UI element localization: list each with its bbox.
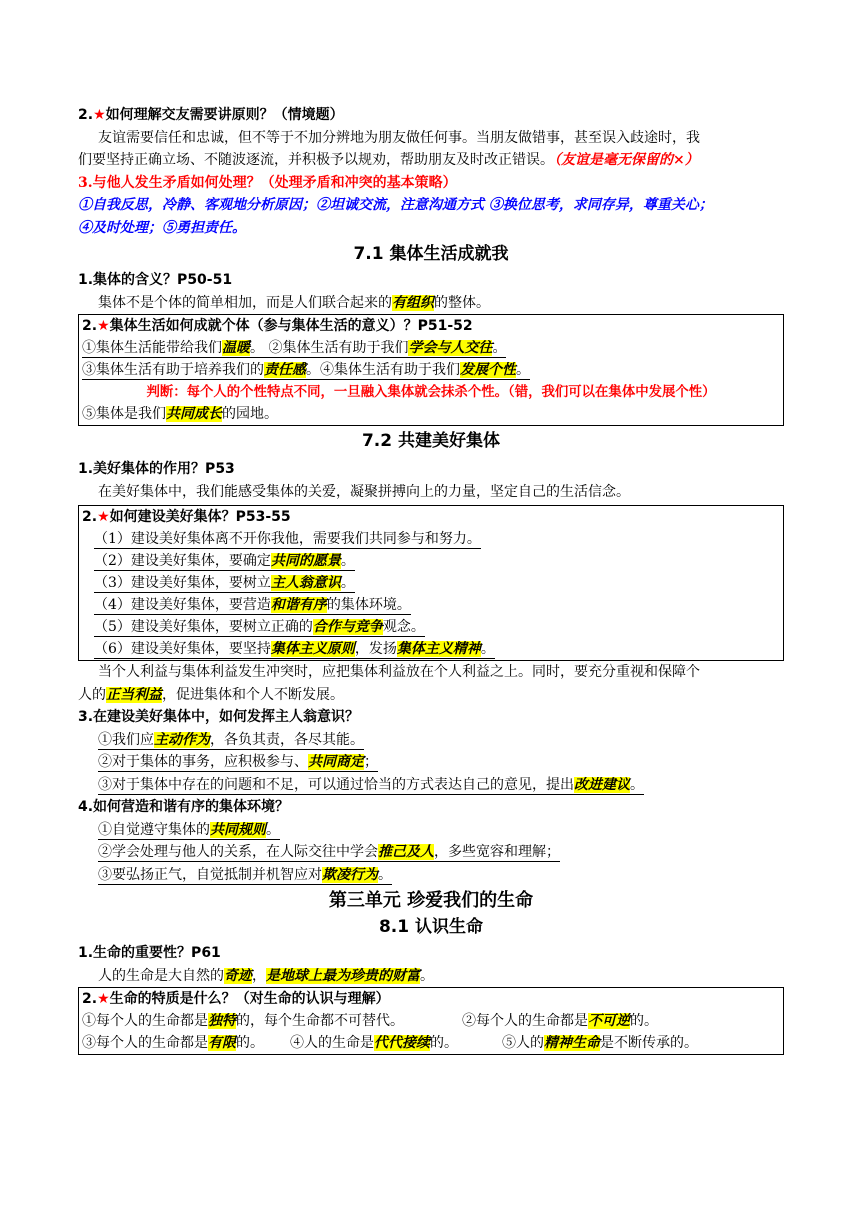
key-point-box xyxy=(78,505,784,661)
list-item: （4）建设美好集体，要营造和谐有序的集体环境。 xyxy=(94,597,411,613)
question-heading: 2.★如何理解交友需要讲原则？（情境题） xyxy=(78,107,344,123)
highlight: 发展个性 xyxy=(460,362,516,378)
key-point-box xyxy=(78,314,784,426)
highlight: 是地球上最为珍贵的财富 xyxy=(266,967,420,984)
highlight: 奇迹 xyxy=(224,967,252,984)
paragraph: 当个人利益与集体利益发生冲突时，应把集体利益放在个人利益之上。同时，要充分重视和保障个 xyxy=(98,664,700,680)
highlight: 不可逆 xyxy=(588,1013,630,1029)
note: （友谊是毫无保留的×） xyxy=(554,152,699,168)
highlight: 集体主义精神 xyxy=(396,641,481,657)
answer-line: ①每个人的生命都是独特的，每个生命都不可替代。 ②每个人的生命都是不可逆的。 xyxy=(82,1013,658,1029)
question-heading: 3.与他人发生矛盾如何处理？（处理矛盾和冲突的基本策略） xyxy=(78,174,457,191)
list-item: ①我们应主动作为，各负其责，各尽其能。 xyxy=(98,731,364,748)
judgement-note: 判断：每个人的个性特点不同，一旦融入集体就会抹杀个性。（错，我们可以在集体中发展个性） xyxy=(146,384,716,400)
question-heading: 1.美好集体的作用？P53 xyxy=(78,461,235,477)
list-item: （2）建设美好集体，要确定共同的愿景。 xyxy=(94,553,355,569)
answer-line: ⑤集体是我们共同成长的园地。 xyxy=(82,406,278,422)
question-heading: 3.在建设美好集体中，如何发挥主人翁意识？ xyxy=(78,709,360,725)
document-page xyxy=(78,104,784,1055)
question-heading: 4.如何营造和谐有序的集体环境？ xyxy=(78,799,290,815)
highlight: 共同商定 xyxy=(308,754,364,770)
highlight: 共同成长 xyxy=(166,406,222,422)
highlight: 欺凌行为 xyxy=(322,866,378,883)
list-item: （1）建设美好集体离不开你我他，需要我们共同参与和努力。 xyxy=(94,531,481,547)
highlight: 正当利益 xyxy=(106,686,162,703)
paragraph: 友谊需要信任和忠诚，但不等于不加分辨地为朋友做任何事。当朋友做错事，甚至误入歧途时，我 xyxy=(98,129,700,146)
highlight: 主动作为 xyxy=(154,731,210,748)
unit-title: 第三单元 珍爱我们的生命 xyxy=(328,890,534,911)
highlight: 代代接续 xyxy=(374,1035,430,1051)
list-item: （6）建设美好集体，要坚持集体主义原则，发扬集体主义精神。 xyxy=(94,641,495,657)
question-heading: 2.★如何建设美好集体？P53-55 xyxy=(82,509,291,525)
paragraph: 人的生命是大自然的奇迹，是地球上最为珍贵的财富。 xyxy=(98,967,434,984)
highlight: 推己及人 xyxy=(378,844,434,860)
section-title: 7.1 集体生活成就我 xyxy=(353,244,509,264)
star-icon: ★ xyxy=(97,991,110,1007)
list-item: ③对于集体中存在的问题和不足，可以通过恰当的方式表达自己的意见，提出改进建议。 xyxy=(98,776,644,793)
key-point-box xyxy=(78,987,784,1055)
list-item: ③要弘扬正气，自觉抵制并机智应对欺凌行为。 xyxy=(98,866,392,883)
highlight: 独特 xyxy=(208,1013,236,1029)
question-heading: 1.集体的含义？P50-51 xyxy=(78,272,233,288)
paragraph: 人的正当利益，促进集体和个人不断发展。 xyxy=(78,686,344,703)
star-icon: ★ xyxy=(93,107,106,123)
answer-line: ①集体生活能带给我们温暖。 ②集体生活有助于我们学会与人交往。 xyxy=(82,340,507,356)
highlight: 改进建议 xyxy=(574,776,630,793)
highlight: 温暖 xyxy=(222,340,250,356)
highlight: 共同的愿景 xyxy=(270,553,341,569)
highlight: 主人翁意识 xyxy=(270,575,341,591)
paragraph: 集体不是个体的简单相加，而是人们联合起来的有组织的整体。 xyxy=(98,294,490,311)
question-heading: 1.生命的重要性？P61 xyxy=(78,945,221,961)
highlight: 精神生命 xyxy=(544,1035,600,1051)
answer-line: ④及时处理；⑤勇担责任。 xyxy=(78,219,246,236)
highlight: 有限 xyxy=(208,1035,236,1051)
question-heading: 2.★生命的特质是什么？（对生命的认识与理解） xyxy=(82,991,390,1007)
list-item: ②学会处理与他人的关系，在人际交往中学会推己及人，多些宽容和理解； xyxy=(98,844,560,860)
highlight: 有组织 xyxy=(392,294,434,311)
section-title: 8.1 认识生命 xyxy=(378,917,484,937)
list-item: ①自觉遵守集体的共同规则。 xyxy=(98,821,280,838)
section-title: 7.2 共建美好集体 xyxy=(361,431,501,451)
list-item: （3）建设美好集体，要树立主人翁意识。 xyxy=(94,575,355,591)
answer-line: ①自我反思，冷静、客观地分析原因；②坦诚交流，注意沟通方式 ③换位思考，求同存异，尊重关心； xyxy=(78,197,713,213)
star-icon: ★ xyxy=(97,509,110,525)
star-icon: ★ xyxy=(97,318,110,334)
paragraph: 们要坚持正确立场、不随波逐流，并积极予以规劝，帮助朋友及时改正错误。（友谊是毫无保留的×） xyxy=(78,152,699,168)
highlight: 学会与人交往 xyxy=(408,340,493,356)
highlight: 共同规则 xyxy=(210,821,266,838)
list-item: （5）建设美好集体，要树立正确的合作与竞争观念。 xyxy=(94,619,425,635)
list-item: ②对于集体的事务，应积极参与、共同商定； xyxy=(98,754,378,770)
answer-line: ③每个人的生命都是有限的。 ④人的生命是代代接续的。 ⑤人的精神生命是不断传承的。 xyxy=(82,1035,698,1051)
answer-line: ③集体生活有助于培养我们的责任感。④集体生活有助于我们发展个性。 xyxy=(82,362,530,378)
question-heading: 2.★集体生活如何成就个体（参与集体生活的意义）？P51-52 xyxy=(82,318,473,334)
highlight: 集体主义原则 xyxy=(270,641,355,657)
paragraph: 在美好集体中，我们能感受集体的关爱，凝聚拼搏向上的力量，坚定自己的生活信念。 xyxy=(98,483,630,500)
highlight: 和谐有序 xyxy=(270,597,327,613)
highlight: 责任感 xyxy=(264,362,306,378)
highlight: 合作与竞争 xyxy=(312,619,383,635)
